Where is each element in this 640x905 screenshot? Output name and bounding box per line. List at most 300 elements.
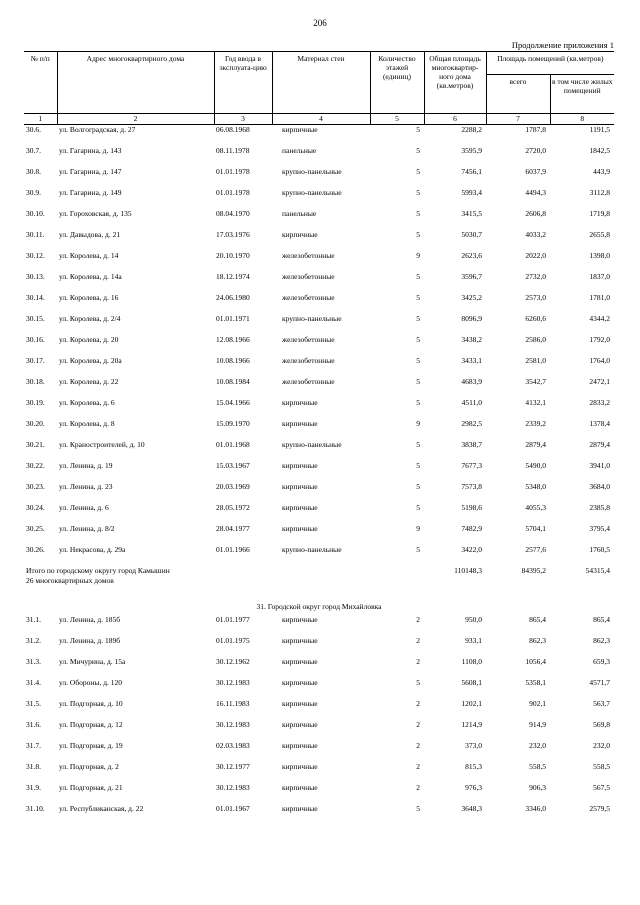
row-total-area: 5608,1: [461, 678, 482, 687]
row-material: панельные: [282, 146, 317, 155]
row-address: ул. Королева, д. 20: [59, 335, 119, 344]
col-num-6: 6: [424, 114, 486, 125]
row-total-area: 3425,2: [461, 293, 482, 302]
row-premises-residential: 1378,4: [589, 419, 611, 428]
table-row: [24, 398, 614, 419]
row-material: кирпичные: [282, 720, 318, 729]
table-row: [24, 188, 614, 209]
row-total-area: 7482,9: [461, 524, 482, 533]
row-material: кирпичные: [282, 503, 318, 512]
row-material: железобетонные: [282, 293, 335, 302]
row-floors: 5: [416, 209, 420, 218]
col-num-7: 7: [486, 114, 550, 125]
page-number: 206: [313, 18, 327, 28]
row-material: железобетонные: [282, 251, 335, 260]
row-floors: 5: [416, 272, 420, 281]
row-address: ул. Гагарина, д. 143: [59, 146, 122, 155]
row-year: 08.11.1978: [216, 146, 250, 155]
row-address: ул. Королева, д. 2/4: [59, 314, 121, 323]
row-total-area: 3422,0: [461, 545, 482, 554]
row-premises-residential: 3112,8: [589, 188, 611, 197]
row-total-area: 373,0: [465, 741, 482, 750]
row-address: ул. Королева, д. 14: [59, 251, 119, 260]
row-number: 30.14.: [26, 293, 45, 302]
row-year: 10.08.1984: [216, 377, 250, 386]
row-total-area: 3415,5: [461, 209, 482, 218]
row-address: ул. Королева, д. 14а: [59, 272, 122, 281]
row-premises-all: 2573,0: [525, 293, 546, 302]
header-material: Материал стен: [272, 52, 370, 114]
row-total-area: 933,1: [465, 636, 482, 645]
row-premises-residential: 1837,0: [589, 272, 611, 281]
row-number: 30.19.: [26, 398, 45, 407]
row-premises-residential: 558,5: [593, 762, 611, 771]
table-row: [24, 720, 614, 741]
row-number: 30.22.: [26, 461, 45, 470]
row-year: 30.12.1983: [216, 783, 250, 792]
table-row: [24, 636, 614, 657]
row-premises-residential: 563,7: [593, 699, 611, 708]
row-number: 30.16.: [26, 335, 45, 344]
row-material: панельные: [282, 209, 317, 218]
row-floors: 5: [416, 503, 420, 512]
row-year: 02.03.1983: [216, 741, 250, 750]
row-address: ул. Гагарина, д. 147: [59, 167, 122, 176]
table-row: [24, 762, 614, 783]
row-total-area: 1214,9: [461, 720, 482, 729]
row-floors: 2: [416, 699, 420, 708]
row-address: ул. Подгорная, д. 19: [59, 741, 123, 750]
row-premises-all: 3346,0: [525, 804, 546, 813]
row-material: кирпичные: [282, 125, 318, 134]
row-material: кирпичные: [282, 398, 318, 407]
row-material: кирпичные: [282, 482, 318, 491]
row-year: 24.06.1980: [216, 293, 250, 302]
row-number: 31.2.: [26, 636, 41, 645]
table-row: [24, 293, 614, 314]
row-premises-all: 232,0: [529, 741, 546, 750]
row-premises-residential: 2833,2: [589, 398, 611, 407]
row-address: ул. Гагарина, д. 149: [59, 188, 122, 197]
table-row: [24, 377, 614, 398]
row-number: 31.4.: [26, 678, 41, 687]
row-address: ул. Королева, д. 20а: [59, 356, 122, 365]
table-row: [24, 461, 614, 482]
row-number: 30.25.: [26, 524, 45, 533]
row-number: 30.26.: [26, 545, 45, 554]
row-floors: 5: [416, 293, 420, 302]
row-address: ул. Ленина, д. 8/2: [59, 524, 115, 533]
row-year: 15.03.1967: [216, 461, 250, 470]
row-premises-residential: 1398,0: [589, 251, 611, 260]
row-year: 30.12.1983: [216, 678, 250, 687]
row-year: 01.01.1968: [216, 440, 250, 449]
row-premises-all: 2586,0: [525, 335, 546, 344]
row-premises-residential: 1760,5: [589, 545, 611, 554]
row-premises-all: 4033,2: [525, 230, 546, 239]
row-premises-residential: 2879,4: [589, 440, 611, 449]
row-year: 01.01.1978: [216, 167, 250, 176]
header-total-area: Общая площадь многоквартир-ного дома (кв.метров): [424, 52, 486, 114]
row-number: 31.7.: [26, 741, 41, 750]
row-premises-all: 2339,2: [525, 419, 546, 428]
row-floors: 5: [416, 230, 420, 239]
row-premises-all: 862,3: [529, 636, 546, 645]
row-premises-residential: 567,5: [593, 783, 611, 792]
row-floors: 5: [416, 440, 420, 449]
table-body-kamyshin: [24, 125, 614, 567]
row-premises-all: 6037,9: [525, 167, 546, 176]
row-year: 01.01.1967: [216, 804, 250, 813]
row-year: 17.03.1976: [216, 230, 250, 239]
header-num: № п/п: [24, 52, 57, 114]
row-premises-all: 914,9: [529, 720, 546, 729]
row-number: 30.7.: [26, 146, 41, 155]
row-year: 01.01.1971: [216, 314, 250, 323]
row-material: кирпичные: [282, 636, 318, 645]
row-total-area: 3595,9: [461, 146, 482, 155]
row-floors: 2: [416, 636, 420, 645]
row-year: 28.05.1972: [216, 503, 250, 512]
row-total-area: 950,0: [465, 615, 482, 624]
row-number: 30.11.: [26, 230, 45, 239]
row-floors: 9: [416, 524, 420, 533]
row-floors: 5: [416, 461, 420, 470]
row-total-area: 8096,9: [461, 314, 482, 323]
col-num-2: 2: [57, 114, 214, 125]
row-floors: 5: [416, 335, 420, 344]
row-year: 18.12.1974: [216, 272, 250, 281]
row-material: кирпичные: [282, 741, 318, 750]
continuation-note: Продолжение приложения 1: [511, 40, 614, 50]
row-floors: 5: [416, 804, 420, 813]
row-premises-residential: 865,4: [593, 615, 611, 624]
row-floors: 5: [416, 167, 420, 176]
row-premises-all: 2720,0: [525, 146, 546, 155]
row-number: 30.15.: [26, 314, 45, 323]
table-row: [24, 657, 614, 678]
row-material: кирпичные: [282, 419, 318, 428]
row-address: ул. Королева, д. 8: [59, 419, 115, 428]
row-number: 30.8.: [26, 167, 41, 176]
header-floors: Количество этажей (единиц): [370, 52, 424, 114]
row-year: 12.08.1966: [216, 335, 250, 344]
row-total-area: 2982,5: [461, 419, 482, 428]
row-floors: 2: [416, 657, 420, 666]
header-residential: в том числе жилых помещений: [550, 75, 614, 114]
row-premises-all: 3542,7: [525, 377, 546, 386]
table-row: [24, 230, 614, 251]
col-num-4: 4: [272, 114, 370, 125]
row-premises-residential: 1781,0: [589, 293, 611, 302]
total-all-sum: 84395,2: [521, 566, 546, 575]
housing-table: [24, 51, 614, 825]
row-material: крупно-панельные: [282, 167, 342, 176]
row-material: крупно-панельные: [282, 314, 342, 323]
row-address: ул. Некрасова, д. 29а: [59, 545, 126, 554]
row-floors: 2: [416, 720, 420, 729]
row-floors: 5: [416, 356, 420, 365]
row-floors: 9: [416, 251, 420, 260]
row-premises-all: 902,1: [529, 699, 546, 708]
row-number: 31.3.: [26, 657, 41, 666]
row-premises-all: 2879,4: [525, 440, 546, 449]
row-premises-all: 2581,0: [525, 356, 546, 365]
row-floors: 5: [416, 545, 420, 554]
table-row: [24, 209, 614, 230]
row-number: 30.18.: [26, 377, 45, 386]
row-premises-residential: 3941,0: [589, 461, 611, 470]
row-number: 30.6.: [26, 125, 41, 134]
row-premises-residential: 569,8: [593, 720, 611, 729]
row-floors: 5: [416, 398, 420, 407]
table-row: [24, 678, 614, 699]
row-address: ул. Подгорная, д. 21: [59, 783, 123, 792]
row-address: ул. Давыдова, д. 21: [59, 230, 121, 239]
row-total-area: 3648,3: [461, 804, 482, 813]
row-premises-all: 2022,0: [525, 251, 546, 260]
row-number: 30.24.: [26, 503, 45, 512]
row-premises-residential: 232,0: [593, 741, 611, 750]
row-material: кирпичные: [282, 524, 318, 533]
row-premises-residential: 1764,0: [589, 356, 611, 365]
row-premises-all: 558,5: [529, 762, 546, 771]
row-premises-residential: 443,9: [593, 167, 611, 176]
row-address: ул. Волгоградская, д. 27: [59, 125, 136, 134]
row-premises-all: 1056,4: [525, 657, 546, 666]
row-address: ул. Ленина, д. 6: [59, 503, 109, 512]
row-premises-residential: 4571,7: [589, 678, 611, 687]
row-premises-all: 5490,0: [525, 461, 546, 470]
table-row: [24, 356, 614, 377]
table-row: [24, 783, 614, 804]
row-premises-residential: 4344,2: [589, 314, 611, 323]
row-number: 30.10.: [26, 209, 45, 218]
table-row: [24, 419, 614, 440]
row-premises-residential: 3684,0: [589, 482, 611, 491]
total-residential-sum: 54315,4: [585, 566, 611, 575]
col-num-3: 3: [214, 114, 272, 125]
row-floors: 2: [416, 615, 420, 624]
table-row: [24, 272, 614, 293]
row-year: 01.01.1977: [216, 615, 250, 624]
row-address: ул. Королева, д. 6: [59, 398, 115, 407]
row-premises-residential: 1842,5: [589, 146, 611, 155]
row-year: 01.01.1966: [216, 545, 250, 554]
table-row: [24, 741, 614, 762]
row-material: кирпичные: [282, 657, 318, 666]
row-material: железобетонные: [282, 335, 335, 344]
row-address: ул. Королева, д. 16: [59, 293, 119, 302]
total-label: [24, 566, 424, 602]
row-total-area: 1108,0: [461, 657, 482, 666]
row-material: крупно-панельные: [282, 440, 342, 449]
row-floors: 2: [416, 741, 420, 750]
row-year: 30.12.1983: [216, 720, 250, 729]
row-number: 30.21.: [26, 440, 45, 449]
table-row: [24, 482, 614, 503]
row-premises-residential: 862,3: [593, 636, 611, 645]
row-year: 16.11.1983: [216, 699, 250, 708]
row-address: ул. Мичурина, д. 15а: [59, 657, 126, 666]
row-number: 31.8.: [26, 762, 41, 771]
row-premises-all: 5348,0: [525, 482, 546, 491]
row-number: 31.1.: [26, 615, 41, 624]
table-row: [24, 146, 614, 167]
row-year: 08.04.1970: [216, 209, 250, 218]
row-floors: 5: [416, 377, 420, 386]
row-floors: 9: [416, 419, 420, 428]
row-address: ул. Ленина, д. 189б: [59, 636, 121, 645]
row-material: кирпичные: [282, 762, 318, 771]
header-year: Год ввода в эксплуата-цию: [214, 52, 272, 114]
row-material: кирпичные: [282, 783, 318, 792]
row-total-area: 7456,1: [461, 167, 482, 176]
row-premises-all: 2732,0: [525, 272, 546, 281]
row-address: ул. Ленина, д. 19: [59, 461, 113, 470]
table-row: [24, 335, 614, 356]
header-premises-area: Площадь помещений (кв.метров): [486, 52, 614, 75]
row-premises-residential: 2579,5: [589, 804, 611, 813]
row-total-area: 1202,1: [461, 699, 482, 708]
table-row: [24, 251, 614, 272]
row-number: 30.23.: [26, 482, 45, 491]
row-year: 20.10.1970: [216, 251, 250, 260]
row-number: 30.9.: [26, 188, 41, 197]
row-floors: 2: [416, 783, 420, 792]
header-address: Адрес многоквартирного дома: [57, 52, 214, 114]
row-material: железобетонные: [282, 377, 335, 386]
row-material: кирпичные: [282, 615, 318, 624]
row-number: 30.20.: [26, 419, 45, 428]
row-premises-residential: 1719,8: [589, 209, 611, 218]
col-num-5: 5: [370, 114, 424, 125]
row-material: кирпичные: [282, 230, 318, 239]
row-premises-all: 4055,3: [525, 503, 546, 512]
row-total-area: 5198,6: [461, 503, 482, 512]
row-number: 31.5.: [26, 699, 41, 708]
row-floors: 5: [416, 125, 420, 134]
col-num-8: 8: [550, 114, 614, 125]
row-material: железобетонные: [282, 356, 335, 365]
row-address: ул. Краностроителей, д. 10: [59, 440, 145, 449]
row-floors: 5: [416, 678, 420, 687]
row-address: ул. Ленина, д. 23: [59, 482, 113, 491]
row-total-area: 5030,7: [461, 230, 482, 239]
row-year: 20.03.1969: [216, 482, 250, 491]
table-row: [24, 804, 614, 825]
row-material: кирпичные: [282, 678, 318, 687]
table-row: [24, 125, 614, 147]
row-address: ул. Гороховская, д. 135: [59, 209, 132, 218]
row-floors: 5: [416, 146, 420, 155]
row-total-area: 7573,8: [461, 482, 482, 491]
total-label-line2: 26 многоквартирных домов: [26, 576, 114, 585]
row-year: 15.09.1970: [216, 419, 250, 428]
row-number: 31.9.: [26, 783, 41, 792]
table-row: [24, 615, 614, 636]
total-area-sum: 110148,3: [454, 566, 482, 575]
row-premises-residential: 2472,1: [589, 377, 611, 386]
row-premises-residential: 1792,0: [589, 335, 611, 344]
table-row: [24, 167, 614, 188]
row-premises-all: 5358,1: [525, 678, 546, 687]
row-premises-residential: 2655,8: [589, 230, 611, 239]
row-year: 01.01.1975: [216, 636, 250, 645]
row-year: 10.08.1966: [216, 356, 250, 365]
row-total-area: 7677,3: [461, 461, 482, 470]
row-material: кирпичные: [282, 461, 318, 470]
row-material: кирпичные: [282, 699, 318, 708]
row-premises-residential: 2385,8: [589, 503, 611, 512]
row-floors: 5: [416, 314, 420, 323]
row-total-area: 5993,4: [461, 188, 482, 197]
row-number: 30.17.: [26, 356, 45, 365]
row-premises-all: 2577,6: [525, 545, 546, 554]
table-row: [24, 699, 614, 720]
table-row: [24, 503, 614, 524]
table-body-mikhaylovka: [24, 615, 614, 825]
row-premises-residential: 1191,5: [589, 125, 611, 134]
row-premises-all: 865,4: [529, 615, 546, 624]
row-number: 31.10.: [26, 804, 45, 813]
row-premises-all: 4494,3: [525, 188, 546, 197]
row-total-area: 3433,1: [461, 356, 482, 365]
table-row: [24, 545, 614, 566]
row-year: 01.01.1978: [216, 188, 250, 197]
table-row: [24, 440, 614, 461]
row-material: кирпичные: [282, 804, 318, 813]
row-year: 28.04.1977: [216, 524, 250, 533]
row-total-area: 3438,2: [461, 335, 482, 344]
row-floors: 5: [416, 188, 420, 197]
row-total-area: 815,3: [465, 762, 482, 771]
row-number: 31.6.: [26, 720, 41, 729]
section-title: 31. Городской округ город Михайловка: [256, 602, 382, 611]
row-address: ул. Ленина, д. 185б: [59, 615, 121, 624]
row-number: 30.12.: [26, 251, 45, 260]
row-number: 30.13.: [26, 272, 45, 281]
total-label-line1: Итого по городскому округу город Камышин: [26, 566, 170, 575]
row-address: ул. Подгорная, д. 2: [59, 762, 119, 771]
row-total-area: 2288,2: [461, 125, 482, 134]
row-address: ул. Обороны, д. 120: [59, 678, 123, 687]
row-premises-residential: 3795,4: [589, 524, 611, 533]
row-total-area: 3838,7: [461, 440, 482, 449]
row-premises-all: 1787,8: [525, 125, 546, 134]
col-num-1: 1: [24, 114, 57, 125]
row-material: крупно-панельные: [282, 188, 342, 197]
row-address: ул. Королева, д. 22: [59, 377, 119, 386]
table-row: [24, 314, 614, 335]
row-floors: 5: [416, 482, 420, 491]
row-premises-all: 5704,1: [525, 524, 546, 533]
row-year: 06.08.1968: [216, 125, 250, 134]
row-year: 30.12.1977: [216, 762, 250, 771]
row-year: 15.04.1966: [216, 398, 250, 407]
total-block: [24, 566, 614, 615]
row-material: крупно-панельные: [282, 545, 342, 554]
row-premises-residential: 659,3: [593, 657, 611, 666]
row-address: ул. Подгорная, д. 10: [59, 699, 123, 708]
row-year: 30.12.1962: [216, 657, 250, 666]
row-premises-all: 6260,6: [525, 314, 546, 323]
row-total-area: 3596,7: [461, 272, 482, 281]
row-address: ул. Подгорная, д. 12: [59, 720, 123, 729]
table-row: [24, 524, 614, 545]
row-floors: 2: [416, 762, 420, 771]
row-premises-all: 906,3: [529, 783, 546, 792]
